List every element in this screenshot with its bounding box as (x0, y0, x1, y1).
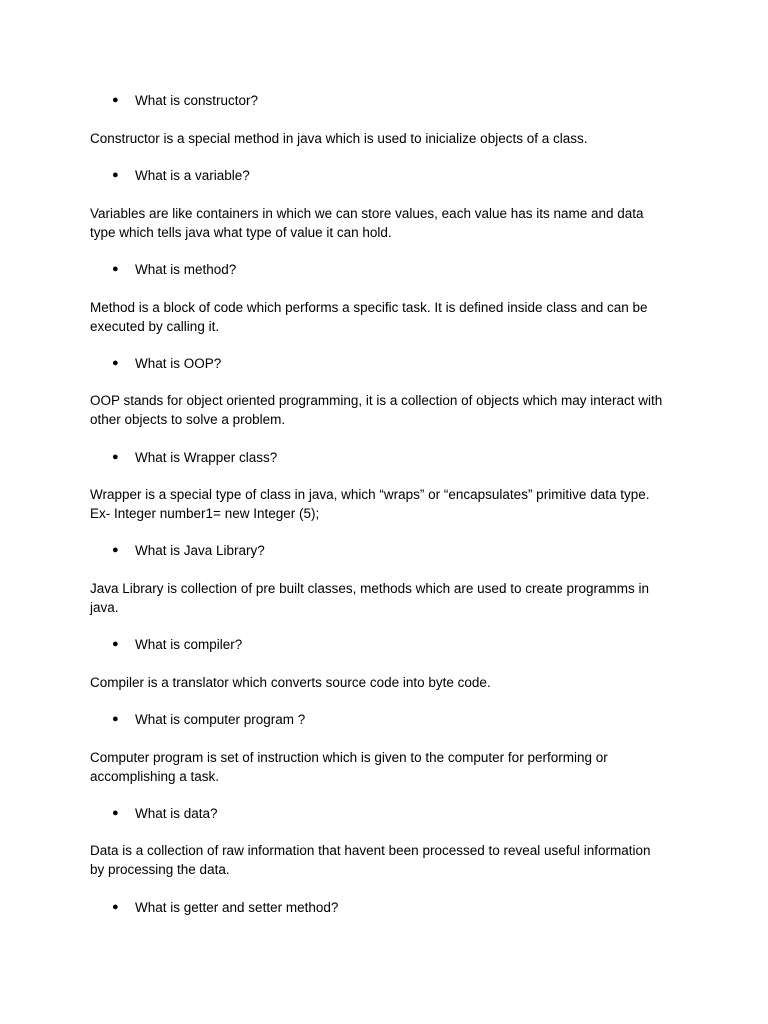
question (90, 166, 690, 185)
answer-paragraph (90, 129, 690, 148)
question-text: What is constructor? (135, 93, 259, 108)
answer-line: Constructor is a special method in java which is used to inicialize objects of a class. (90, 131, 588, 146)
question-item (90, 898, 690, 917)
answer-line: Variables are like containers in which we can store values, each value has its name and data (90, 206, 644, 221)
bullet-icon: ● (112, 357, 119, 369)
answer-line: Method is a block of code which performs a specific task. It is defined inside class and can be (90, 300, 648, 315)
question-text: What is getter and setter method? (135, 900, 339, 915)
question (90, 635, 690, 654)
bullet-icon: ● (112, 544, 119, 556)
question-item (90, 448, 690, 467)
answer-line: Java Library is collection of pre built classes, methods which are used to create programms in (90, 581, 650, 596)
answer-line: Computer program is set of instruction which is given to the computer for performing or (90, 750, 608, 765)
answer-line: Wrapper is a special type of class in java, which “wraps” or “encapsulates” primitive data type. (90, 487, 650, 502)
bullet-icon: ● (112, 169, 119, 181)
question-item (90, 354, 690, 373)
question-item (90, 804, 690, 823)
question-item (90, 91, 690, 110)
question-text: What is OOP? (135, 356, 222, 371)
answer-line: other objects to solve a problem. (90, 412, 286, 427)
answer-line: Compiler is a translator which converts source code into byte code. (90, 675, 491, 690)
bullet-icon: ● (112, 451, 119, 463)
answer-line: Data is a collection of raw information that havent been processed to reveal useful information (90, 843, 651, 858)
question-item (90, 260, 690, 279)
question-text: What is Java Library? (135, 543, 265, 558)
bullet-icon: ● (112, 94, 119, 106)
bullet-icon: ● (112, 638, 119, 650)
question-text: What is Wrapper class? (135, 450, 278, 465)
question-item (90, 541, 690, 560)
question (90, 354, 690, 373)
answer-line: executed by calling it. (90, 319, 220, 334)
question-item (90, 635, 690, 654)
answer-line: type which tells java what type of value it can hold. (90, 225, 392, 240)
bullet-icon: ● (112, 901, 119, 913)
answer-paragraph (90, 485, 690, 523)
question-item (90, 710, 690, 729)
answer-paragraph (90, 298, 690, 336)
question-text: What is compiler? (135, 637, 243, 652)
question-item (90, 166, 690, 185)
question-text: What is computer program ? (135, 712, 306, 727)
question (90, 804, 690, 823)
question (90, 710, 690, 729)
question (90, 898, 690, 917)
answer-paragraph (90, 391, 690, 429)
answer-line: accomplishing a task. (90, 769, 220, 784)
answer-paragraph (90, 204, 690, 242)
question-text: What is a variable? (135, 168, 250, 183)
question (90, 91, 690, 110)
question (90, 260, 690, 279)
answer-line: Ex- Integer number1= new Integer (5); (90, 506, 320, 521)
answer-paragraph (90, 673, 690, 692)
answer-line: by processing the data. (90, 862, 230, 877)
answer-paragraph (90, 579, 690, 617)
question (90, 541, 690, 560)
answer-paragraph (90, 748, 690, 786)
answer-line: java. (90, 600, 119, 615)
bullet-icon: ● (112, 263, 119, 275)
answer-paragraph (90, 841, 690, 879)
question (90, 448, 690, 467)
bullet-icon: ● (112, 713, 119, 725)
question-text: What is method? (135, 262, 237, 277)
answer-line: OOP stands for object oriented programming, it is a collection of objects which may interact with (90, 393, 663, 408)
bullet-icon: ● (112, 807, 119, 819)
question-text: What is data? (135, 806, 218, 821)
